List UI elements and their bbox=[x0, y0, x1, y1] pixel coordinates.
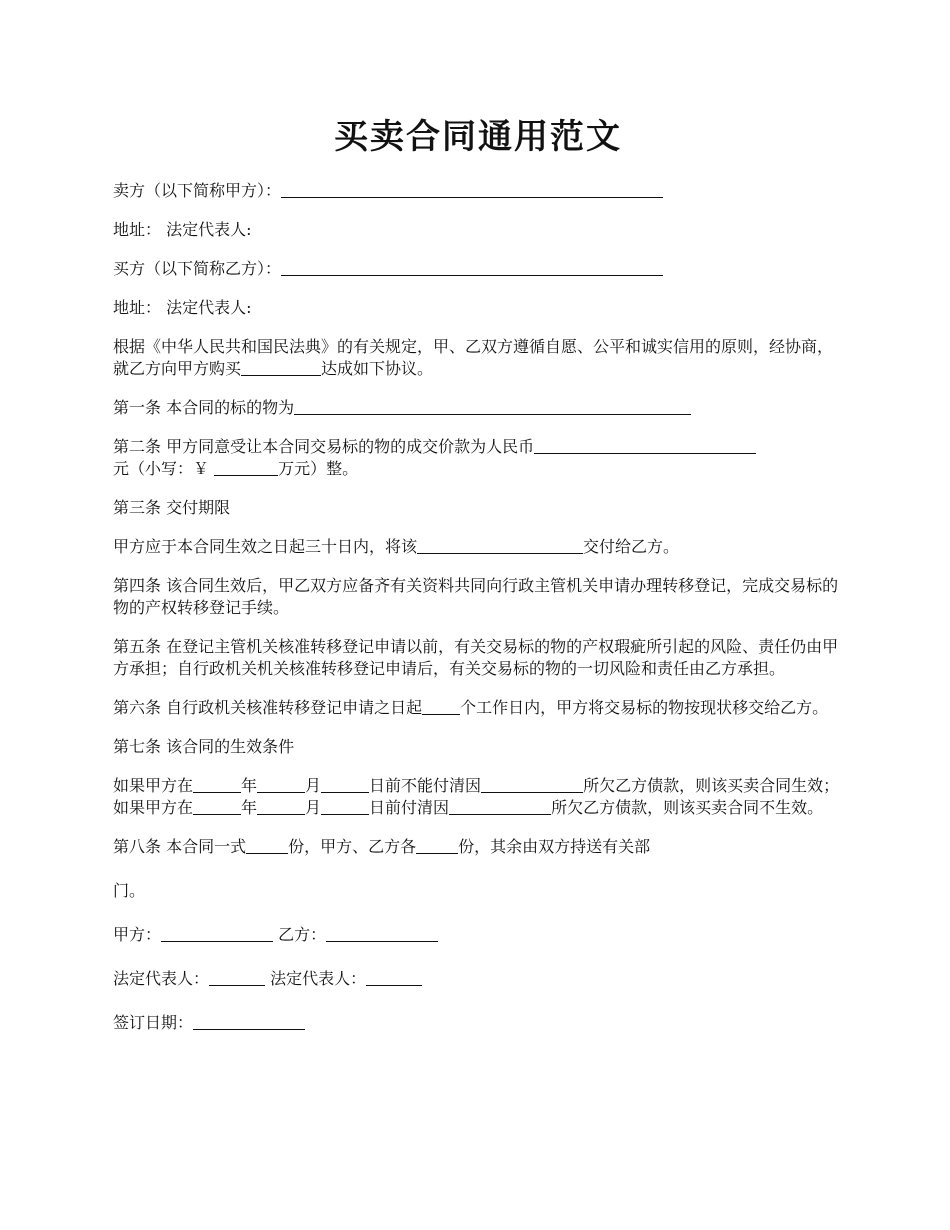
contract-page bbox=[113, 112, 843, 1051]
article-2 bbox=[113, 436, 843, 480]
article-8-text-a: 第八条 本合同一式 bbox=[113, 837, 247, 856]
article-7-year-2: 年 bbox=[241, 798, 258, 817]
article-1 bbox=[113, 397, 843, 419]
article-3-text-b: 交付给乙方。 bbox=[583, 537, 680, 556]
article-7-text-5: 所欠乙方债款，则该买卖合同不生效。 bbox=[551, 798, 824, 817]
article-7-month-blank bbox=[257, 776, 305, 793]
article-3-blank bbox=[417, 537, 583, 554]
article-7-reason-blank bbox=[481, 776, 583, 793]
article-8-each-blank bbox=[416, 837, 458, 854]
article-7-text-4: 日前付清因 bbox=[369, 798, 450, 817]
signature-date bbox=[113, 1012, 843, 1034]
seller-blank bbox=[281, 181, 663, 198]
article-2-text-c: 万元）整。 bbox=[278, 459, 359, 478]
buyer-address: 地址： 法定代表人: bbox=[113, 298, 252, 317]
article-2-text-a: 第二条 甲方同意受让本合同交易标的物的成交价款为人民币 bbox=[113, 437, 535, 456]
article-2-price-blank bbox=[534, 437, 756, 454]
signature-rep-a-blank bbox=[209, 969, 265, 986]
intro-text-b: 达成如下协议。 bbox=[321, 359, 434, 378]
article-7-title: 第七条 该合同的生效条件 bbox=[113, 737, 295, 756]
article-7-reason-blank-2 bbox=[449, 798, 551, 815]
article-7-text-2: 日前不能付清因 bbox=[369, 776, 482, 795]
signature-rep-b-blank bbox=[366, 969, 422, 986]
article-3-text-a: 甲方应于本合同生效之日起三十日内，将该 bbox=[113, 537, 418, 556]
intro-paragraph bbox=[113, 336, 843, 380]
seller-label: 卖方（以下简称甲方）： bbox=[113, 181, 282, 200]
article-5: 第五条 在登记主管机关核准转移登记申请以前，有关交易标的物的产权瑕疵所引起的风险、责任仍由甲方承担；自行政机关机关核准转移登记申请后，有关交易标的物的一切风险和责任由乙方承担。 bbox=[113, 637, 839, 678]
article-7-month: 月 bbox=[305, 776, 322, 795]
signature-party-b-blank bbox=[326, 925, 438, 942]
article-7-day-blank bbox=[321, 776, 369, 793]
article-7-month-2: 月 bbox=[305, 798, 322, 817]
article-8-copies-blank bbox=[246, 837, 288, 854]
intro-blank bbox=[241, 359, 321, 376]
article-8-text-b: 份，甲方、乙方各 bbox=[288, 837, 417, 856]
article-7-day-blank-2 bbox=[321, 798, 369, 815]
signature-party-a-blank bbox=[161, 925, 273, 942]
seller-address: 地址： 法定代表人: bbox=[113, 220, 252, 239]
article-7-month-blank-2 bbox=[257, 798, 305, 815]
article-6-text-a: 第六条 自行政机关核准转移登记申请之日起 bbox=[113, 698, 423, 717]
signature-party-b-label: 乙方： bbox=[278, 925, 327, 944]
article-1-blank bbox=[294, 398, 691, 415]
article-8-continued: 门。 bbox=[113, 881, 146, 900]
signature-date-blank bbox=[193, 1013, 305, 1030]
article-7-year-blank bbox=[193, 776, 241, 793]
article-1-text: 第一条 本合同的标的物为 bbox=[113, 398, 295, 417]
signature-date-label: 签订日期： bbox=[113, 1013, 194, 1032]
article-3-title: 第三条 交付期限 bbox=[113, 498, 231, 517]
seller-line bbox=[113, 180, 843, 202]
article-6-text-b: 个工作日内，甲方将交易标的物按现状移交给乙方。 bbox=[460, 698, 829, 717]
article-8 bbox=[113, 836, 843, 858]
signature-parties bbox=[113, 924, 843, 946]
article-2-amount-blank bbox=[214, 459, 278, 476]
intro-text-a: 根据《中华人民共和国民法典》的有关规定，甲、乙双方遵循自愿、公平和诚实信用的原则，经协商，就乙方向甲方购买 bbox=[113, 337, 834, 378]
buyer-line bbox=[113, 258, 843, 280]
article-7-text-1: 如果甲方在 bbox=[113, 776, 194, 795]
signature-representatives bbox=[113, 968, 843, 990]
signature-party-a-label: 甲方： bbox=[113, 925, 162, 944]
article-7 bbox=[113, 775, 843, 819]
article-7-year: 年 bbox=[241, 776, 258, 795]
article-8-text-c: 份，其余由双方持送有关部 bbox=[458, 837, 651, 856]
signature-rep-a-label: 法定代表人： bbox=[113, 969, 210, 988]
signature-rep-b-label: 法定代表人： bbox=[270, 969, 367, 988]
article-3 bbox=[113, 536, 843, 558]
article-6 bbox=[113, 697, 843, 719]
article-2-text-b: 元（小写：￥ bbox=[113, 459, 215, 478]
article-4: 第四条 该合同生效后，甲乙双方应备齐有关资料共同向行政主管机关申请办理转移登记，完成交易标的物的产权转移登记手续。 bbox=[113, 576, 839, 617]
buyer-label: 买方（以下简称乙方）： bbox=[113, 259, 282, 278]
document-title: 买卖合同通用范文 bbox=[334, 117, 622, 157]
buyer-blank bbox=[281, 259, 663, 276]
article-7-text-3: 所欠乙方债款，则该买卖合同生效；如果甲方在 bbox=[113, 776, 840, 817]
article-7-year-blank-2 bbox=[193, 798, 241, 815]
article-6-blank bbox=[422, 698, 460, 715]
